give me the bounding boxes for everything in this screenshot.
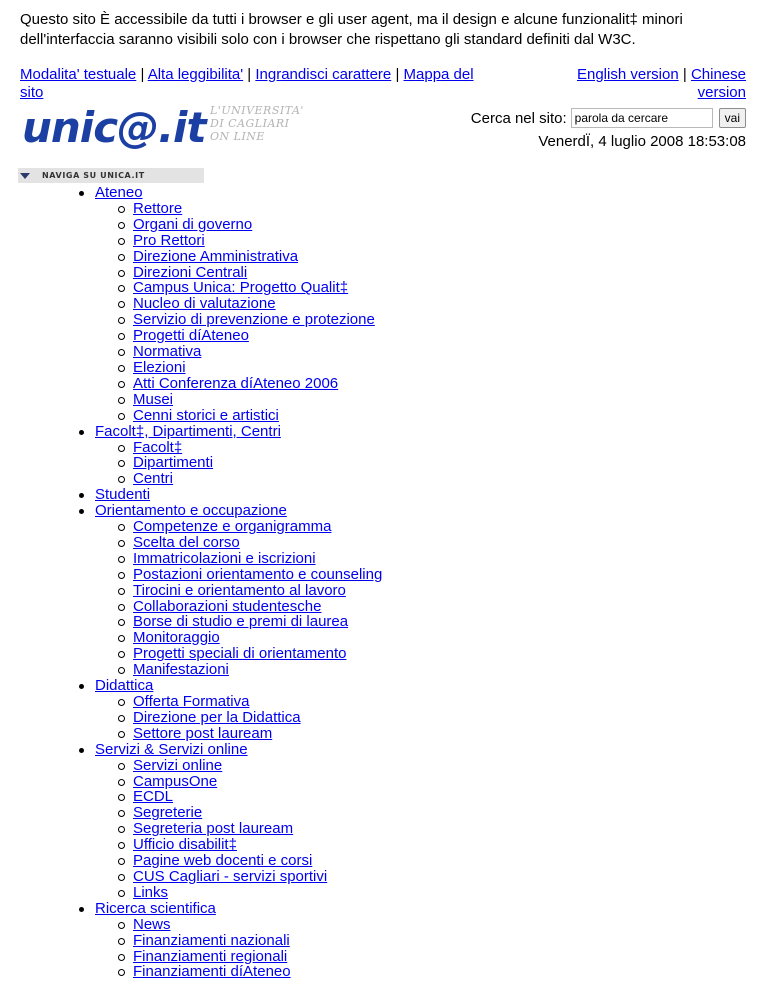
nav-subitem-link[interactable]: Segreteria post lauream xyxy=(133,820,294,838)
logo-tagline xyxy=(210,104,304,143)
nav-subitem xyxy=(95,710,382,726)
nav-subitem-link[interactable]: Direzione per la Didattica xyxy=(133,708,301,726)
high-readability-link[interactable]: Alta leggibilita' xyxy=(147,66,244,83)
nav-header-label: NAVIGA SU UNICA.IT xyxy=(42,171,145,180)
nav-subitem-link[interactable]: Offerta Formativa xyxy=(133,693,250,710)
nav-subitem xyxy=(95,774,382,790)
nav-subitem-link[interactable]: Scelta del corso xyxy=(133,533,240,551)
nav-section xyxy=(75,185,382,424)
nav-subitem xyxy=(95,440,382,456)
nav-subitem-link[interactable]: Links xyxy=(133,883,169,901)
nav-section-link[interactable]: Facolt‡, Dipartimenti, Centri xyxy=(95,422,281,440)
nav-subitem-link[interactable]: Dipartimenti xyxy=(133,454,214,472)
link-separator: | xyxy=(682,66,687,83)
nav-subitem-link[interactable]: Campus Unica: Progetto Qualit‡ xyxy=(133,279,349,297)
link-separator: | xyxy=(247,66,252,83)
nav-section-link[interactable]: Didattica xyxy=(95,677,154,695)
logo-wordmark: unic@.it xyxy=(22,103,206,152)
nav-subitem-link[interactable]: Segreterie xyxy=(133,804,203,822)
nav-subitem xyxy=(95,519,382,535)
nav-subitem-link[interactable]: Finanziamenti regionali xyxy=(133,947,288,965)
browser-notice: Questo sito È accessibile da tutti i browser e gli user agent, ma il design e alcune funzionalit‡ minori dell'interfaccia saranno visibili solo con i browser che rispettano gli standard definiti dal W3C. xyxy=(20,11,683,48)
nav-submenu xyxy=(95,201,382,424)
nav-subitem xyxy=(95,376,382,392)
link-separator: | xyxy=(140,66,145,83)
english-version-link[interactable]: English version xyxy=(576,66,679,83)
nav-subitem xyxy=(95,837,382,853)
nav-subitem-link[interactable]: Direzioni Centrali xyxy=(133,263,248,281)
nav-submenu xyxy=(95,758,382,901)
triangle-down-icon xyxy=(20,173,30,179)
nav-subitem xyxy=(95,280,382,296)
logo-tagline-line: ON LINE xyxy=(210,130,265,143)
search-submit-button[interactable]: vai xyxy=(719,108,746,128)
nav-subitem xyxy=(95,853,382,869)
sitemap-link[interactable]: Mappa del sito xyxy=(20,66,474,101)
nav-subitem-link[interactable]: CampusOne xyxy=(133,772,218,790)
enlarge-text-link[interactable]: Ingrandisci carattere xyxy=(255,66,392,83)
nav-subitem-link[interactable]: Immatricolazioni e iscrizioni xyxy=(133,549,316,567)
nav-subitem xyxy=(95,933,382,949)
accessibility-links xyxy=(20,66,500,102)
site-logo[interactable] xyxy=(22,102,312,154)
nav-subitem-link[interactable]: CUS Cagliari - servizi sportivi xyxy=(133,867,328,885)
nav-subitem-link[interactable]: Musei xyxy=(133,390,174,408)
nav-subitem-link[interactable]: Collaborazioni studentesche xyxy=(133,597,322,615)
nav-subitem-link[interactable]: Atti Conferenza díAteneo 2006 xyxy=(133,374,339,392)
current-date: VenerdÏ, 4 luglio 2008 18:53:08 xyxy=(538,133,746,150)
nav-subitem xyxy=(95,392,382,408)
nav-subitem xyxy=(95,265,382,281)
site-search xyxy=(471,106,746,130)
nav-subitem-link[interactable]: Organi di governo xyxy=(133,215,253,233)
logo-tagline-line: DI CAGLIARI xyxy=(210,117,290,130)
nav-subitem-link[interactable]: Pagine web docenti e corsi xyxy=(133,852,313,870)
nav-subitem xyxy=(95,726,382,742)
nav-section xyxy=(75,678,382,742)
nav-submenu xyxy=(95,519,382,678)
nav-subitem-link[interactable]: Progetti díAteneo xyxy=(133,327,249,345)
nav-subitem xyxy=(95,249,382,265)
nav-subitem xyxy=(95,201,382,217)
nav-subitem xyxy=(95,964,382,980)
nav-subitem xyxy=(95,646,382,662)
nav-subitem xyxy=(95,328,382,344)
nav-subitem xyxy=(95,917,382,933)
nav-subitem xyxy=(95,599,382,615)
nav-subitem-link[interactable]: Facolt‡ xyxy=(133,438,183,456)
nav-subitem xyxy=(95,567,382,583)
nav-subitem-link[interactable]: Manifestazioni xyxy=(133,661,229,679)
nav-section-link[interactable]: Studenti xyxy=(95,486,151,504)
nav-subitem-link[interactable]: News xyxy=(133,915,171,933)
nav-subitem xyxy=(95,662,382,678)
nav-submenu xyxy=(95,917,382,981)
nav-subitem-link[interactable]: Centri xyxy=(133,470,174,488)
nav-subitem-link[interactable]: Elezioni xyxy=(133,358,186,376)
nav-subitem xyxy=(95,885,382,901)
nav-subitem xyxy=(95,535,382,551)
nav-subitem xyxy=(95,360,382,376)
nav-section xyxy=(75,742,382,901)
nav-subitem xyxy=(95,312,382,328)
nav-subitem xyxy=(95,869,382,885)
nav-subitem-link[interactable]: ECDL xyxy=(133,788,174,806)
nav-header[interactable] xyxy=(18,168,204,183)
nav-subitem-link[interactable]: Postazioni orientamento e counseling xyxy=(133,565,383,583)
nav-subitem-link[interactable]: Direzione Amministrativa xyxy=(133,247,299,265)
nav-subitem-link[interactable]: Finanziamenti díAteneo xyxy=(133,963,291,981)
nav-subitem-link[interactable]: Rettore xyxy=(133,199,183,217)
main-navigation xyxy=(75,185,382,980)
nav-subitem xyxy=(95,630,382,646)
nav-section xyxy=(75,487,382,503)
nav-section-link[interactable]: Ricerca scientifica xyxy=(95,899,216,917)
chinese-version-link[interactable]: Chinese version xyxy=(690,66,746,101)
text-mode-link[interactable]: Modalita' testuale xyxy=(20,66,137,83)
nav-subitem xyxy=(95,233,382,249)
nav-subitem-link[interactable]: Cenni storici e artistici xyxy=(133,406,279,424)
nav-subitem-link[interactable]: Borse di studio e premi di laurea xyxy=(133,613,349,631)
nav-subitem xyxy=(95,758,382,774)
nav-subitem-link[interactable]: Pro Rettori xyxy=(133,231,205,249)
link-separator: | xyxy=(395,66,400,83)
nav-submenu xyxy=(95,440,382,488)
nav-subitem xyxy=(95,344,382,360)
nav-subitem-link[interactable]: Competenze e organigramma xyxy=(133,518,332,536)
nav-section xyxy=(75,901,382,981)
nav-subitem-link[interactable]: Normativa xyxy=(133,343,202,361)
nav-subitem xyxy=(95,455,382,471)
nav-section-link[interactable]: Servizi & Servizi online xyxy=(95,740,248,758)
language-links xyxy=(526,66,746,102)
nav-subitem-link[interactable]: Progetti speciali di orientamento xyxy=(133,645,347,663)
logo-tagline-line: L'UNIVERSITA' xyxy=(210,104,304,117)
nav-subitem xyxy=(95,408,382,424)
nav-subitem-link[interactable]: Ufficio disabilit‡ xyxy=(133,836,237,854)
nav-section xyxy=(75,424,382,488)
nav-section xyxy=(75,503,382,678)
nav-subitem-link[interactable]: Settore post lauream xyxy=(133,724,273,742)
nav-submenu xyxy=(95,694,382,742)
nav-subitem xyxy=(95,217,382,233)
nav-subitem-link[interactable]: Servizio di prevenzione e protezione xyxy=(133,311,375,329)
nav-subitem xyxy=(95,583,382,599)
nav-subitem-link[interactable]: Monitoraggio xyxy=(133,629,220,647)
nav-subitem xyxy=(95,694,382,710)
nav-subitem xyxy=(95,551,382,567)
nav-subitem xyxy=(95,471,382,487)
nav-subitem-link[interactable]: Nucleo di valutazione xyxy=(133,295,276,313)
nav-subitem xyxy=(95,614,382,630)
nav-subitem xyxy=(95,805,382,821)
nav-section-link[interactable]: Ateneo xyxy=(95,184,143,201)
nav-subitem-link[interactable]: Finanziamenti nazionali xyxy=(133,931,290,949)
search-input[interactable] xyxy=(571,108,713,128)
nav-section-link[interactable]: Orientamento e occupazione xyxy=(95,502,287,520)
nav-subitem xyxy=(95,949,382,965)
nav-subitem xyxy=(95,789,382,805)
nav-subitem-link[interactable]: Tirocini e orientamento al lavoro xyxy=(133,581,346,599)
nav-subitem xyxy=(95,821,382,837)
search-label: Cerca nel sito: xyxy=(470,109,567,127)
nav-subitem xyxy=(95,296,382,312)
nav-subitem-link[interactable]: Servizi online xyxy=(133,756,223,774)
